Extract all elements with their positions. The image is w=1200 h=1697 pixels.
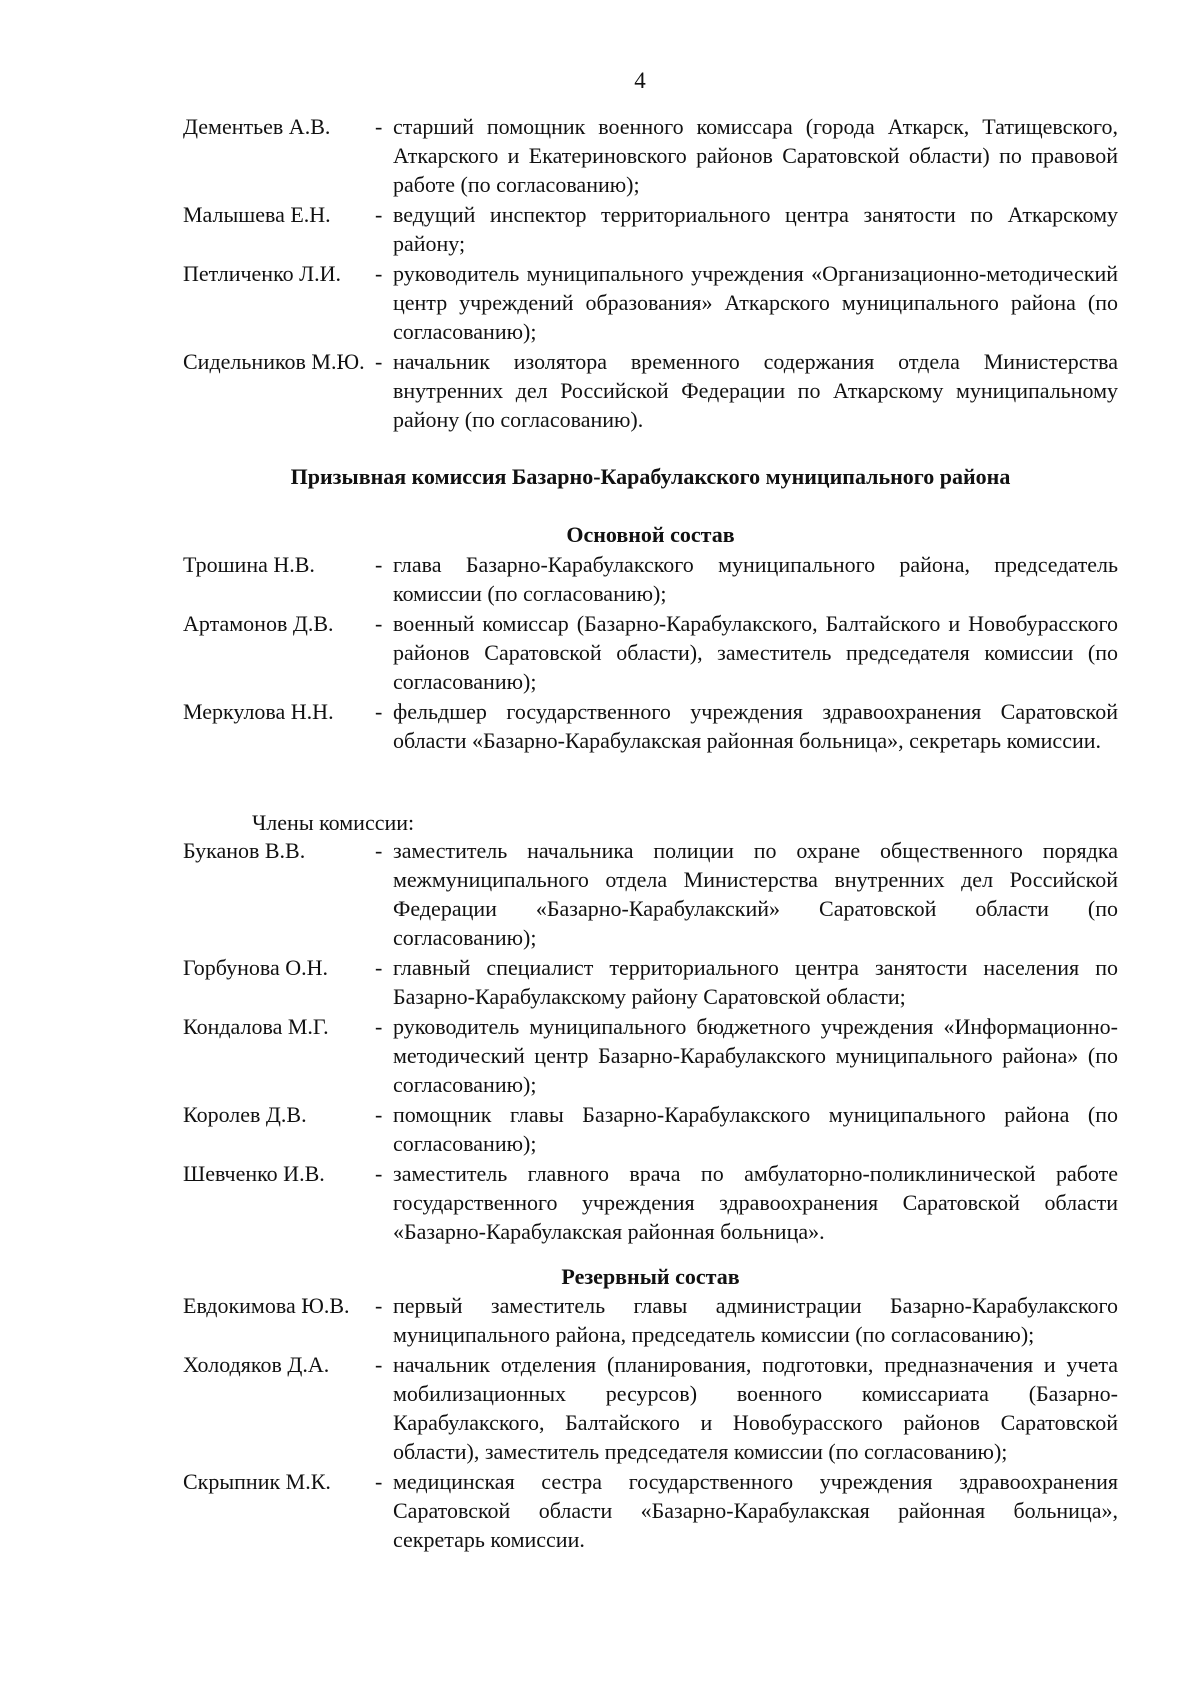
- entry-description: помощник главы Базарно-Карабулакского муниципального района (по согласованию);: [393, 1102, 1118, 1156]
- entry-dash: -: [375, 1352, 383, 1377]
- entry-dash: -: [375, 1102, 383, 1127]
- entry-row: [183, 1467, 1118, 1554]
- entry-row: [183, 112, 1118, 199]
- entry-description: первый заместитель главы администрации Базарно-Карабулакского муниципального района, председатель комиссии (по согласованию);: [393, 1293, 1118, 1347]
- entry-dash: -: [375, 552, 383, 577]
- entry-description: ведущий инспектор территориального центра занятости по Аткарскому району;: [393, 202, 1118, 256]
- entry-name: Буканов В.В.: [183, 838, 306, 863]
- entry-row: [183, 697, 1118, 755]
- entry-description: руководитель муниципального учреждения «Организационно-методический центр учреждений образования» Аткарского муниципального района (по согласованию);: [393, 261, 1118, 344]
- reserve-composition-heading: Резервный состав: [561, 1264, 740, 1289]
- entry-name: Артамонов Д.В.: [183, 611, 334, 636]
- entry-dash: -: [375, 611, 383, 636]
- entry-description: фельдшер государственного учреждения здравоохранения Саратовской области «Базарно-Карабулакская районная больница», секретарь комиссии.: [393, 699, 1118, 753]
- members-list: [183, 836, 1118, 1247]
- entry-name: Кондалова М.Г.: [183, 1014, 329, 1039]
- entry-dash: -: [375, 838, 383, 863]
- entry-name: Королев Д.В.: [183, 1102, 307, 1127]
- entry-dash: -: [375, 202, 383, 227]
- entry-name: Сидельников М.Ю.: [183, 349, 365, 374]
- reserve-composition-list: [183, 1291, 1118, 1555]
- entry-description: заместитель главного врача по амбулаторно-поликлинической работе государственного учреждения здравоохранения Саратовской области «Базарно-Карабулакская районная больница».: [393, 1161, 1118, 1244]
- entry-description: руководитель муниципального бюджетного учреждения «Информационно-методический центр Базарно-Карабулакского муниципального района» (по согласованию);: [393, 1014, 1118, 1097]
- members-label: Члены комиссии:: [252, 810, 415, 835]
- entry-description: военный комиссар (Базарно-Карабулакского, Балтайского и Новобурасского районов Саратовской области), заместитель председателя комиссии (по согласованию);: [393, 611, 1118, 694]
- main-composition-heading: Основной состав: [566, 522, 735, 547]
- entry-row: [183, 953, 1118, 1011]
- entry-description: медицинская сестра государственного учреждения здравоохранения Саратовской области «Базарно-Карабулакская районная больница», секретарь комиссии.: [393, 1469, 1118, 1552]
- entry-row: [183, 200, 1118, 258]
- entry-name: Холодяков Д.А.: [183, 1352, 330, 1377]
- entry-dash: -: [375, 1161, 383, 1186]
- entry-description: начальник изолятора временного содержания отдела Министерства внутренних дел Российской Федерации по Аткарскому муниципальному району (по согласованию).: [393, 349, 1118, 432]
- entries-top-list: [183, 112, 1118, 435]
- main-composition-list: [183, 550, 1118, 756]
- entry-description: заместитель начальника полиции по охране общественного порядка межмуниципального отдела Министерства внутренних дел Российской Федерации «Базарно-Карабулакский» Саратовской области (по согласованию);: [393, 838, 1118, 950]
- entry-dash: -: [375, 261, 383, 286]
- entry-row: [183, 1159, 1118, 1246]
- entry-dash: -: [375, 1014, 383, 1039]
- entry-description: начальник отделения (планирования, подготовки, предназначения и учета мобилизационных ресурсов) военного комиссариата (Базарно-Карабулакского, Балтайского и Новобурасского районов Саратовской области), заместитель председателя комиссии (по согласованию);: [393, 1352, 1118, 1464]
- entry-row: [183, 550, 1118, 608]
- entry-name: Трошина Н.В.: [183, 552, 315, 577]
- entry-dash: -: [375, 349, 383, 374]
- entry-row: [183, 1100, 1118, 1158]
- entry-name: Шевченко И.В.: [183, 1161, 325, 1186]
- entry-description: главный специалист территориального центра занятости населения по Базарно-Карабулакскому району Саратовской области;: [393, 955, 1118, 1009]
- entry-row: [183, 1291, 1118, 1349]
- entry-dash: -: [375, 1469, 383, 1494]
- entry-row: [183, 259, 1118, 346]
- entry-row: [183, 1350, 1118, 1466]
- entry-name: Малышева Е.Н.: [183, 202, 331, 227]
- entry-name: Скрыпник М.К.: [183, 1469, 331, 1494]
- commission-heading: Призывная комиссия Базарно-Карабулакского муниципального района: [290, 464, 1011, 489]
- entry-description: глава Базарно-Карабулакского муниципального района, председатель комиссии (по согласованию);: [393, 552, 1118, 606]
- entry-dash: -: [375, 699, 383, 724]
- entry-description: старший помощник военного комиссара (города Аткарск, Татищевского, Аткарского и Екатериновского районов Саратовской области) по правовой работе (по согласованию);: [393, 114, 1118, 197]
- entry-name: Дементьев А.В.: [183, 114, 331, 139]
- entry-dash: -: [375, 114, 383, 139]
- entry-name: Меркулова Н.Н.: [183, 699, 334, 724]
- entry-name: Петличенко Л.И.: [183, 261, 341, 286]
- entry-row: [183, 1012, 1118, 1099]
- entry-name: Евдокимова Ю.В.: [183, 1293, 350, 1318]
- entry-dash: -: [375, 1293, 383, 1318]
- entry-row: [183, 836, 1118, 952]
- page-number: 4: [634, 68, 646, 93]
- entry-row: [183, 609, 1118, 696]
- entry-name: Горбунова О.Н.: [183, 955, 329, 980]
- entry-dash: -: [375, 955, 383, 980]
- entry-row: [183, 347, 1118, 434]
